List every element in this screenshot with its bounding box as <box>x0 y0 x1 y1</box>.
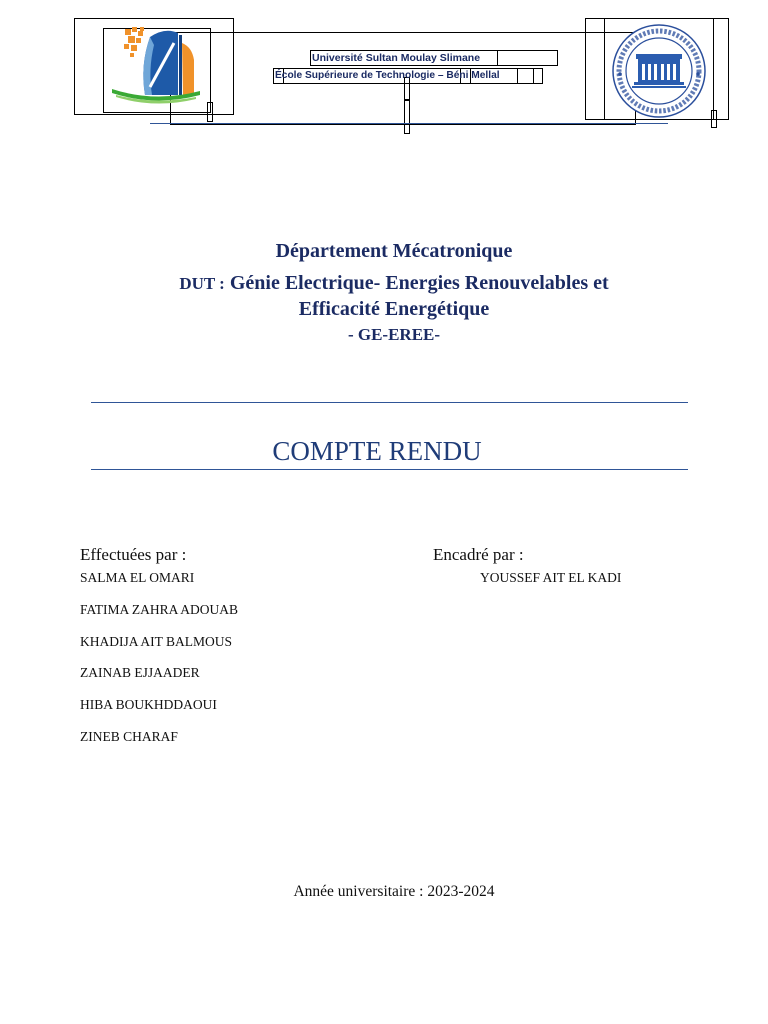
header-frame-center-tab-lower <box>404 100 410 134</box>
program-line-1 <box>0 273 768 293</box>
university-name: Université Sultan Moulay Slimane <box>312 52 481 64</box>
author-name: ZINEB CHARAF <box>80 729 178 744</box>
logo-orange-squares <box>124 27 144 57</box>
document-title: COMPTE RENDU <box>272 436 482 466</box>
seal-building <box>632 54 686 88</box>
program-name-line-1: Génie Electrique- Energies Renouvelables et <box>224 272 609 294</box>
author-name: FATIMA ZAHRA ADOUAB <box>80 602 239 617</box>
authors-label: Effectuées par : <box>80 545 187 564</box>
author-name: SALMA EL OMARI <box>80 570 195 585</box>
school-box-divider <box>533 68 534 84</box>
school-box-divider <box>517 68 518 84</box>
title-rule-top <box>91 402 688 403</box>
title-rule-bottom <box>91 469 688 470</box>
author-name: HIBA BOUKHDDAOUI <box>80 697 217 712</box>
academic-year: Année universitaire : 2023-2024 <box>293 883 495 900</box>
program-prefix: DUT : <box>179 274 225 293</box>
author-name: KHADIJA AIT BALMOUS <box>80 634 233 649</box>
program-line-2: Efficacité Energétique <box>298 298 490 320</box>
header-frame-right-tab <box>711 110 717 128</box>
supervisor-name: YOUSSEF AIT EL KADI <box>480 570 622 585</box>
author-name: ZAINAB EJJAADER <box>80 665 200 680</box>
header-rule <box>150 123 668 124</box>
school-logo <box>110 25 202 107</box>
university-box-divider <box>497 50 558 66</box>
school-seal <box>610 22 708 120</box>
school-name: École Supérieure de Technologie – Béni Mellal <box>275 70 500 81</box>
program-code: - GE-EREE- <box>347 325 441 344</box>
department-title: Département Mécatronique <box>275 240 513 262</box>
supervisor-label: Encadré par : <box>433 545 524 564</box>
